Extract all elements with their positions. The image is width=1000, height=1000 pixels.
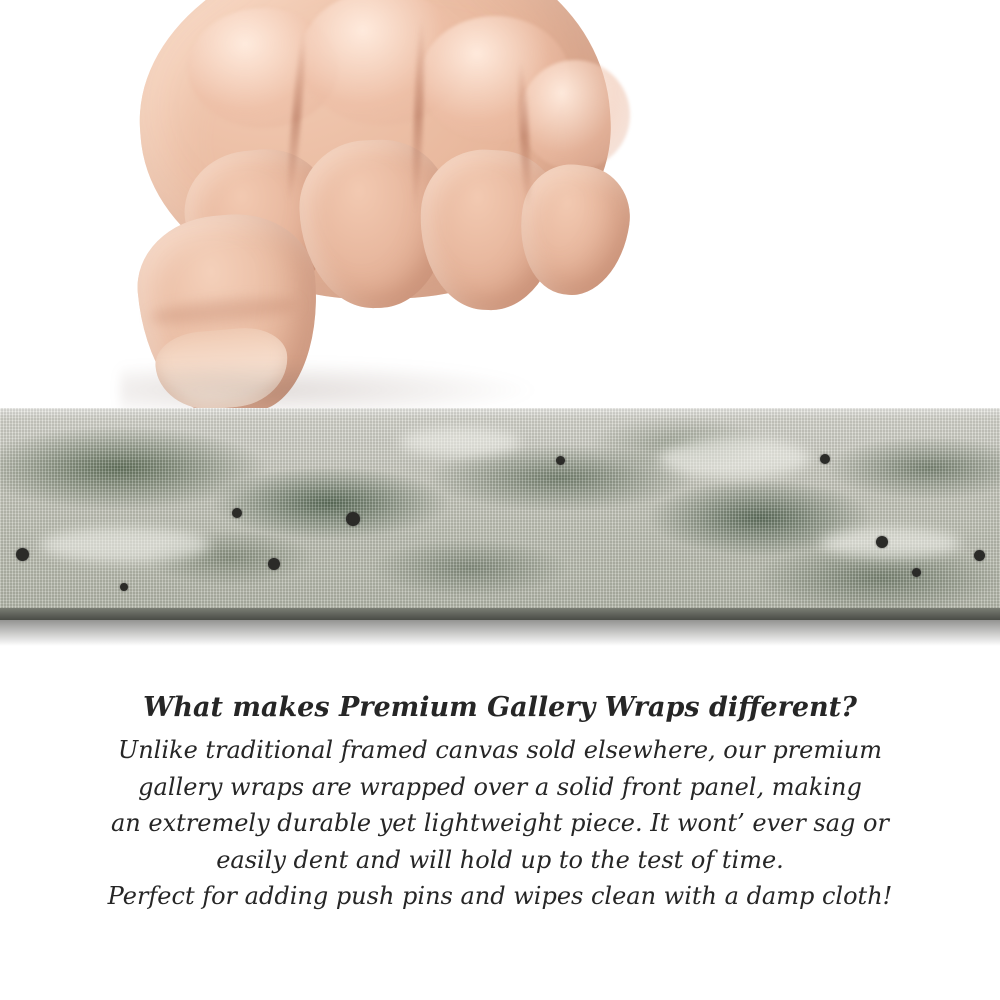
caption-body	[0, 732, 1000, 914]
canvas-speck	[820, 454, 830, 464]
caption-line: Perfect for adding push pins and wipes clean with a damp cloth!	[107, 882, 893, 911]
canvas-speck	[556, 456, 565, 465]
caption-line: Unlike traditional framed canvas sold elsewhere, our premium	[117, 736, 882, 765]
canvas-speck	[268, 558, 280, 570]
canvas-speck	[912, 568, 921, 577]
canvas-highlight	[40, 528, 210, 562]
canvas-highlight	[660, 438, 810, 478]
canvas-speck	[232, 508, 242, 518]
canvas-speck	[120, 583, 128, 591]
canvas-speck	[974, 550, 985, 561]
canvas-panel-edge	[0, 608, 1000, 620]
canvas-drop-shadow	[0, 620, 1000, 646]
canvas-speck	[16, 548, 29, 561]
gallery-wrap-canvas-edge	[0, 408, 1000, 620]
hand-shadow	[120, 360, 540, 412]
canvas-speck	[876, 536, 888, 548]
canvas-top-highlight	[0, 408, 1000, 418]
human-hand	[0, 0, 1000, 412]
knuckle	[520, 60, 630, 170]
caption-line: an extremely durable yet lightweight piece. It wont’ ever sag or	[111, 809, 889, 838]
canvas-highlight	[400, 428, 520, 456]
caption-line: gallery wraps are wrapped over a solid front panel, making	[138, 772, 862, 801]
canvas-speck	[346, 512, 360, 526]
canvas-highlight	[820, 528, 960, 558]
caption-heading: What makes Premium Gallery Wraps different?	[143, 692, 857, 723]
caption-line: easily dent and will hold up to the test of time.	[216, 845, 784, 874]
caption-block	[0, 690, 1000, 915]
